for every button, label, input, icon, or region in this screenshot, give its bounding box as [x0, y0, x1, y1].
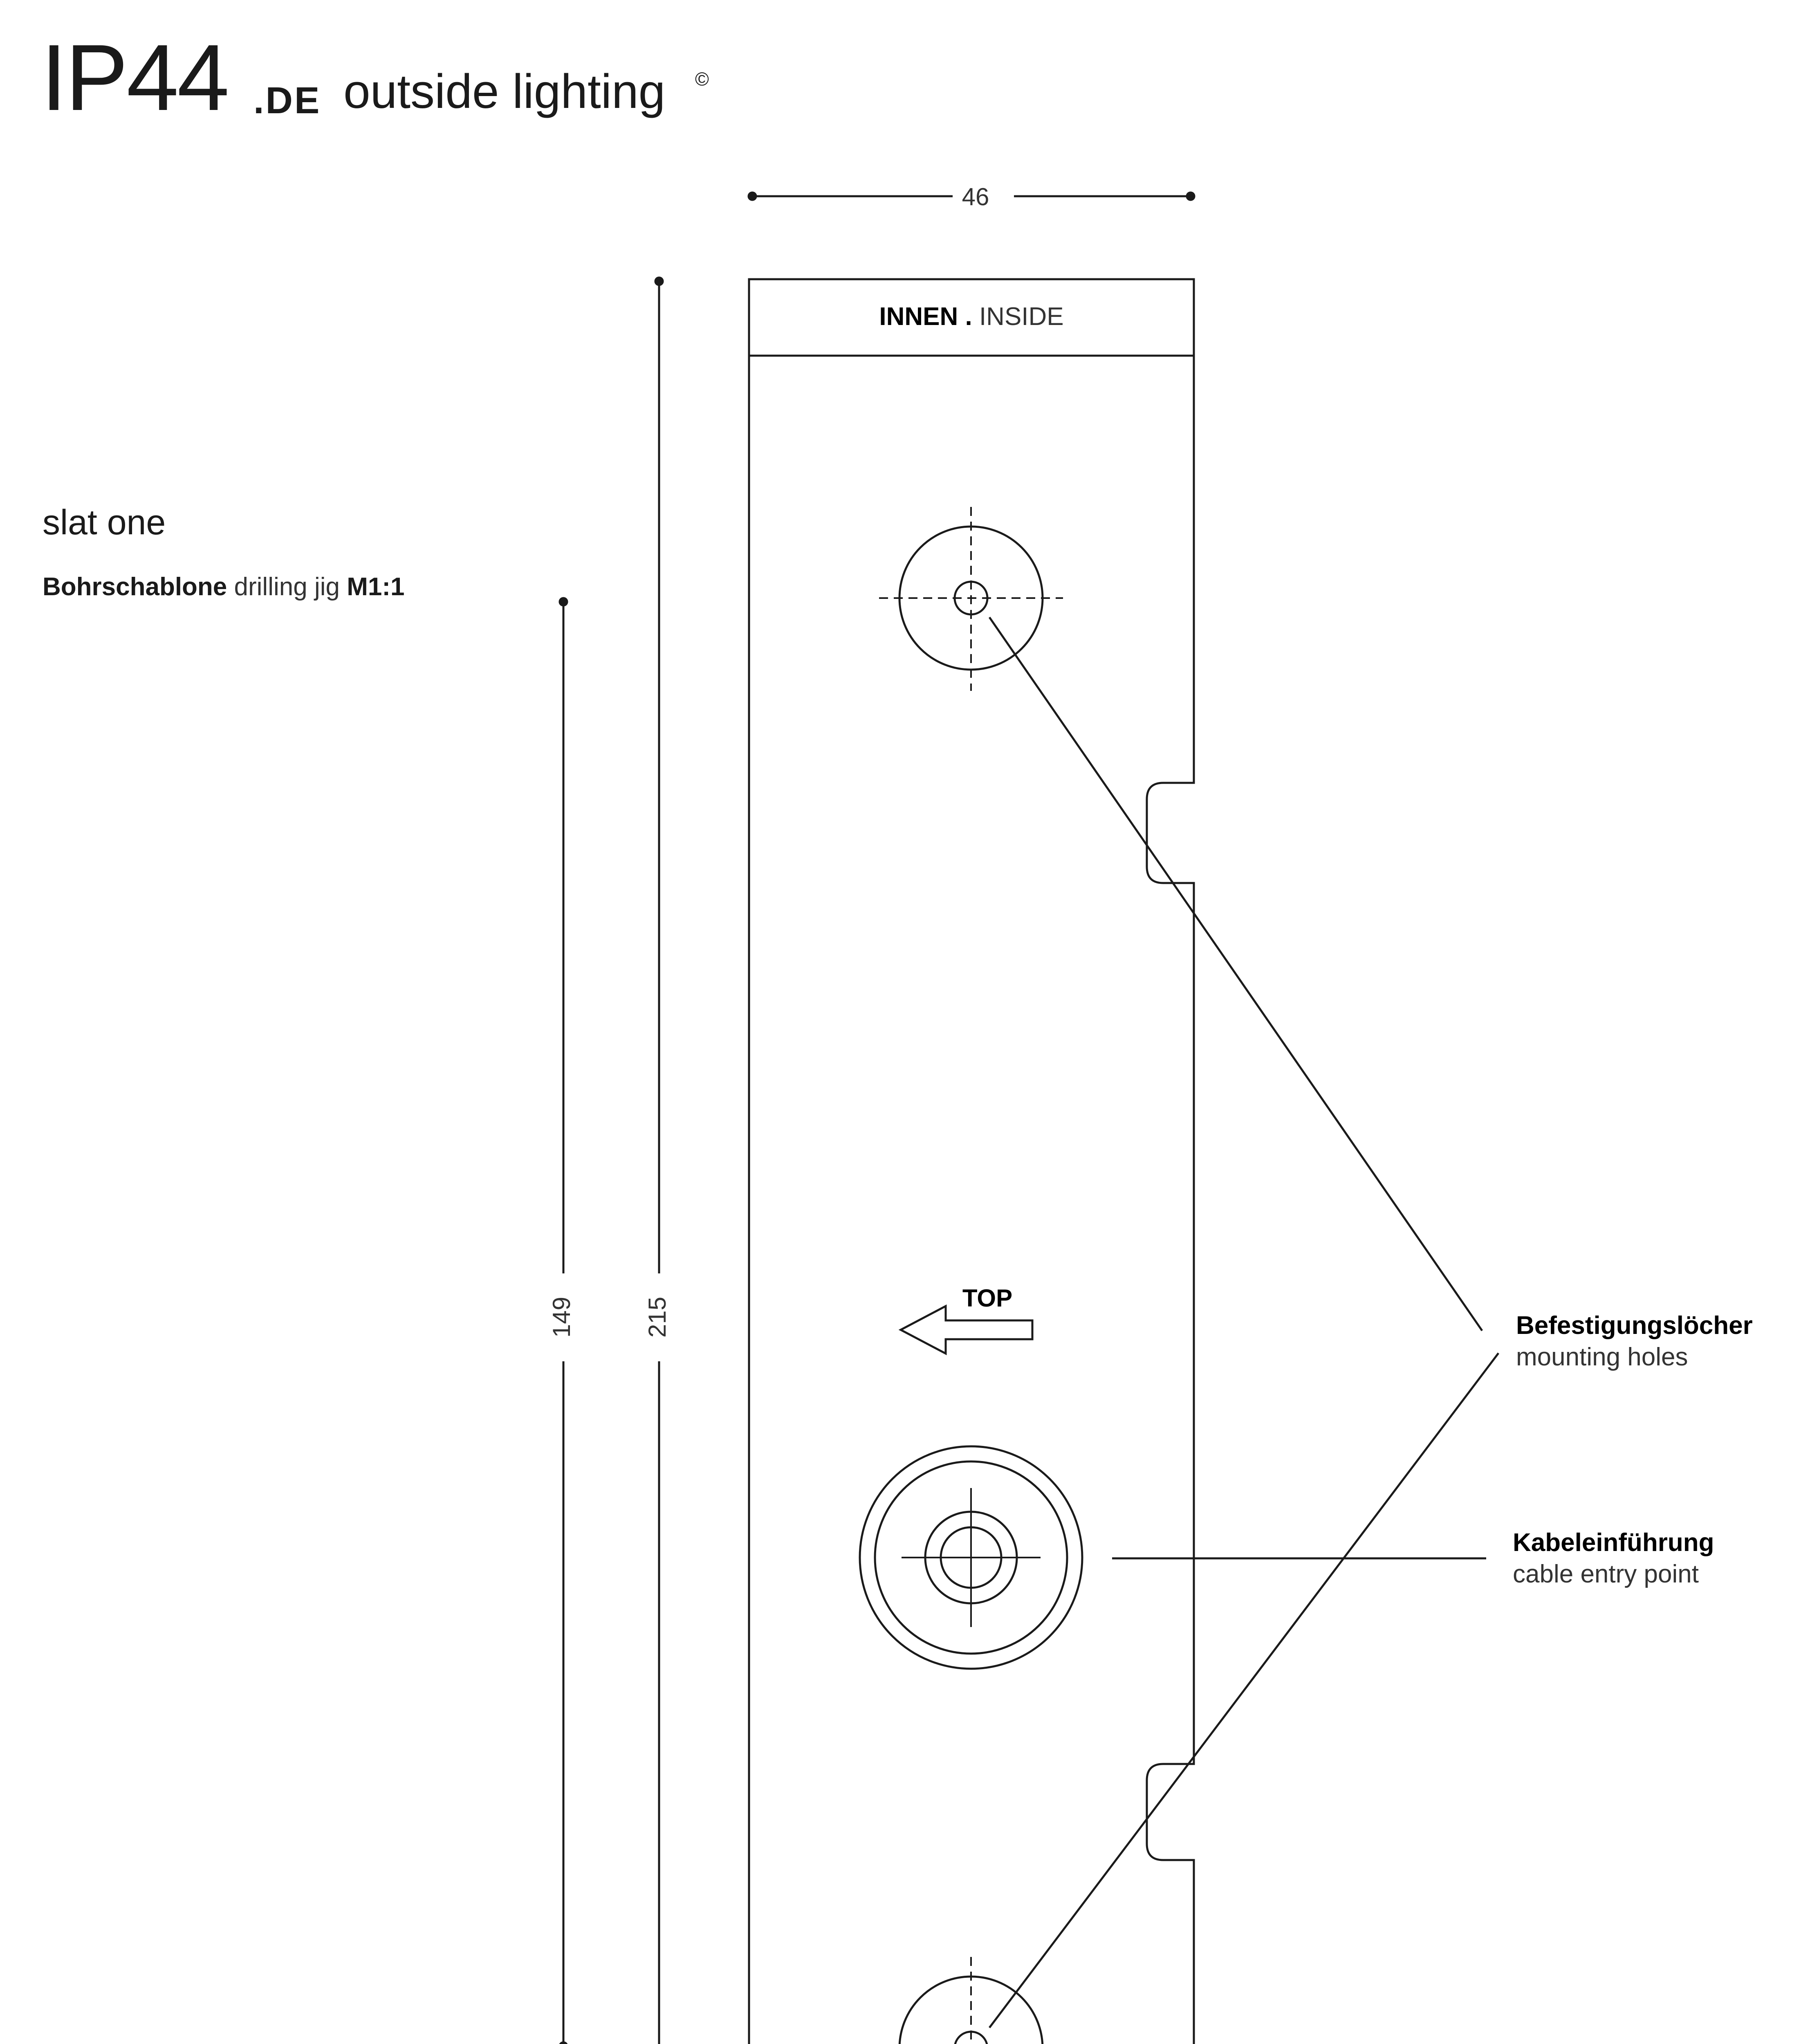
copyright-mark: ©: [695, 68, 709, 90]
dimension-width-label: 46: [962, 183, 989, 211]
brand-logo-suffix: .DE: [253, 80, 321, 121]
drawing-scale: M1:1: [347, 573, 405, 601]
top-arrow-icon: [901, 1306, 1032, 1354]
callout-cable-en: cable entry point: [1513, 1560, 1699, 1588]
dimension-total-height-label: 215: [643, 1296, 671, 1338]
top-label: TOP: [962, 1284, 1013, 1312]
leader-mounting-bottom: [989, 1353, 1498, 2028]
subtitle-en: drilling jig: [234, 573, 340, 601]
dimension-hole-distance-label: 149: [547, 1296, 575, 1338]
callout-mounting-en: mounting holes: [1516, 1343, 1688, 1371]
leader-mounting-top: [989, 617, 1482, 1331]
brand-tagline: outside lighting: [343, 65, 666, 119]
brand-logo: IP44: [41, 25, 228, 130]
callout-cable-de: Kabeleinführung: [1513, 1529, 1714, 1557]
callout-mounting-de: Befestigungslöcher: [1516, 1311, 1753, 1340]
subtitle-de: Bohrschablone: [43, 573, 227, 601]
product-name: slat one: [43, 503, 166, 542]
inside-label: INNEN . INSIDE: [879, 303, 1064, 331]
